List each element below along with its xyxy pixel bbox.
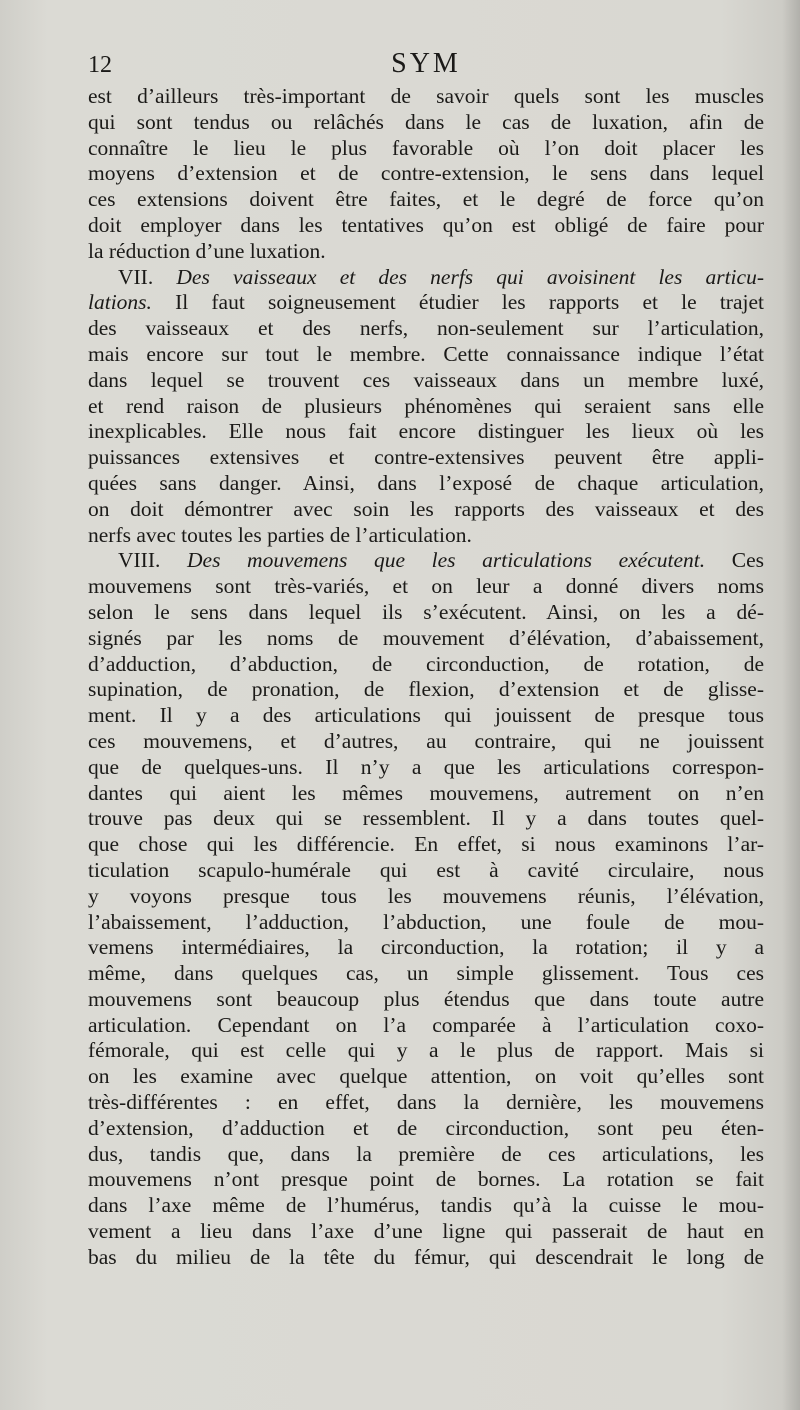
text-line xyxy=(88,1013,764,1039)
text-segment: dans l’axe même de l’humérus, tandis qu’à la cuisse le mou- xyxy=(88,1193,764,1218)
italic-text: lations. xyxy=(88,290,152,315)
text-segment: connaître le lieu le plus favorable où l’on doit placer les xyxy=(88,135,764,160)
text-line xyxy=(88,961,764,987)
text-segment: mouvemens n’ont presque point de bornes. La rotation se fait xyxy=(88,1167,764,1192)
running-head: SYM xyxy=(391,48,461,79)
text-line xyxy=(88,884,764,910)
text-line xyxy=(88,781,764,807)
text-line xyxy=(88,187,764,213)
text-line xyxy=(88,316,764,342)
text-line xyxy=(88,626,764,652)
body-text xyxy=(88,84,764,1271)
text-segment: nerfs avec toutes les parties de l’articulation. xyxy=(88,522,472,547)
text-line xyxy=(88,1064,764,1090)
text-line xyxy=(88,523,764,549)
text-segment: fémorale, qui est celle qui y a le plus de rapport. Mais si xyxy=(88,1038,764,1063)
text-line xyxy=(88,703,764,729)
text-segment: VII. xyxy=(118,264,177,289)
text-segment: doit employer dans les tentatives qu’on est obligé de faire pour xyxy=(88,212,764,237)
text-segment: mais encore sur tout le membre. Cette connaissance indique l’état xyxy=(88,341,764,366)
text-line xyxy=(88,110,764,136)
text-segment: Il faut soigneusement étudier les rapports et le trajet xyxy=(151,290,764,315)
text-segment: est d’ailleurs très-important de savoir quels sont les muscles xyxy=(88,84,764,108)
text-line xyxy=(88,652,764,678)
text-segment: puissances extensives et contre-extensives peuvent être appli- xyxy=(88,445,764,470)
text-line xyxy=(88,858,764,884)
text-line xyxy=(88,1167,764,1193)
text-segment: articulation. Cependant on l’a comparée à l’articulation coxo- xyxy=(88,1012,764,1037)
text-segment: ment. Il y a des articulations qui jouissent de presque tous xyxy=(88,703,764,728)
text-segment: signés par les noms de mouvement d’élévation, d’abaissement, xyxy=(88,625,764,650)
text-segment: VIII. xyxy=(118,548,187,573)
text-line xyxy=(88,161,764,187)
page-header xyxy=(88,48,764,84)
text-segment: y voyons presque tous les mouvemens réunis, l’élévation, xyxy=(88,883,764,908)
text-segment: ticulation scapulo-humérale qui est à cavité circulaire, nous xyxy=(88,857,764,882)
text-line xyxy=(88,342,764,368)
text-segment: inexplicables. Elle nous fait encore distinguer les lieux où les xyxy=(88,419,764,444)
text-line xyxy=(88,84,764,110)
text-segment: d’adduction, d’abduction, de circonduction, de rotation, de xyxy=(88,651,764,676)
text-line xyxy=(88,677,764,703)
text-line xyxy=(88,419,764,445)
text-line xyxy=(88,600,764,626)
text-line xyxy=(88,1245,764,1271)
text-line xyxy=(88,1038,764,1064)
text-line xyxy=(88,729,764,755)
text-line xyxy=(88,394,764,420)
text-line xyxy=(88,910,764,936)
text-segment: mouvemens sont beaucoup plus étendus que dans toute autre xyxy=(88,986,764,1011)
text-segment: dus, tandis que, dans la première de ces articulations, les xyxy=(88,1141,764,1166)
text-line xyxy=(88,1219,764,1245)
text-segment: supination, de pronation, de flexion, d’extension et de glisse- xyxy=(88,677,764,702)
text-segment: d’extension, d’adduction et de circonduction, sont peu éten- xyxy=(88,1115,764,1140)
text-line xyxy=(88,368,764,394)
text-line xyxy=(88,290,764,316)
page-number: 12 xyxy=(88,52,112,78)
text-line xyxy=(88,1193,764,1219)
text-segment: vement a lieu dans l’axe d’une ligne qui passerait de haut en xyxy=(88,1219,764,1244)
text-segment: on les examine avec quelque attention, on voit qu’elles sont xyxy=(88,1064,764,1089)
text-line xyxy=(88,1090,764,1116)
text-line xyxy=(88,755,764,781)
text-line xyxy=(88,265,764,291)
text-line xyxy=(88,574,764,600)
text-segment: qui sont tendus ou relâchés dans le cas de luxation, afin de xyxy=(88,109,764,134)
text-line xyxy=(88,806,764,832)
text-segment: bas du milieu de la tête du fémur, qui descendrait le long de xyxy=(88,1244,764,1269)
text-segment: même, dans quelques cas, un simple glissement. Tous ces xyxy=(88,961,764,986)
text-segment: très-différentes : en effet, dans la dernière, les mouvemens xyxy=(88,1090,764,1115)
text-segment: dans lequel se trouvent ces vaisseaux dans un membre luxé, xyxy=(88,367,764,392)
page-edge-shadow xyxy=(782,0,800,1410)
text-segment: que de quelques-uns. Il n’y a que les articulations correspon- xyxy=(88,754,764,779)
text-segment: vemens intermédiaires, la circonduction, la rotation; il y a xyxy=(88,935,764,960)
italic-text: Des vaisseaux et des nerfs qui avoisinent les articu- xyxy=(176,264,764,289)
text-line xyxy=(88,445,764,471)
text-segment: trouve pas deux qui se ressemblent. Il y a dans toutes quel- xyxy=(88,806,764,831)
text-line xyxy=(88,987,764,1013)
text-line xyxy=(88,935,764,961)
text-line xyxy=(88,213,764,239)
text-segment: dantes qui aient les mêmes mouvemens, autrement on n’en xyxy=(88,780,764,805)
text-segment: ces mouvemens, et d’autres, au contraire, qui ne jouissent xyxy=(88,728,764,753)
text-line xyxy=(88,832,764,858)
text-segment: mouvemens sont très-variés, et on leur a donné divers noms xyxy=(88,574,764,599)
text-line xyxy=(88,136,764,162)
text-line xyxy=(88,497,764,523)
text-segment: selon le sens dans lequel ils s’exécutent. Ainsi, on les a dé- xyxy=(88,599,764,624)
text-segment: la réduction d’une luxation. xyxy=(88,238,326,263)
text-segment: que chose qui les différencie. En effet, si nous examinons l’ar- xyxy=(88,832,764,857)
text-segment: l’abaissement, l’adduction, l’abduction, une foule de mou- xyxy=(88,909,764,934)
italic-text: Des mouvemens que les articulations exécutent. xyxy=(187,548,706,573)
text-segment: on doit démontrer avec soin les rapports des vaisseaux et des xyxy=(88,496,764,521)
text-segment: quées sans danger. Ainsi, dans l’exposé de chaque articulation, xyxy=(88,470,764,495)
text-line xyxy=(88,1142,764,1168)
text-segment: Ces xyxy=(705,548,764,573)
text-line xyxy=(88,1116,764,1142)
text-line xyxy=(88,471,764,497)
text-segment: des vaisseaux et des nerfs, non-seulement sur l’articulation, xyxy=(88,316,764,341)
text-segment: et rend raison de plusieurs phénomènes qui seraient sans elle xyxy=(88,393,764,418)
text-line xyxy=(88,239,764,265)
text-segment: ces extensions doivent être faites, et le degré de force qu’on xyxy=(88,187,764,212)
text-line xyxy=(88,548,764,574)
text-segment: moyens d’extension et de contre-extension, le sens dans lequel xyxy=(88,161,764,186)
